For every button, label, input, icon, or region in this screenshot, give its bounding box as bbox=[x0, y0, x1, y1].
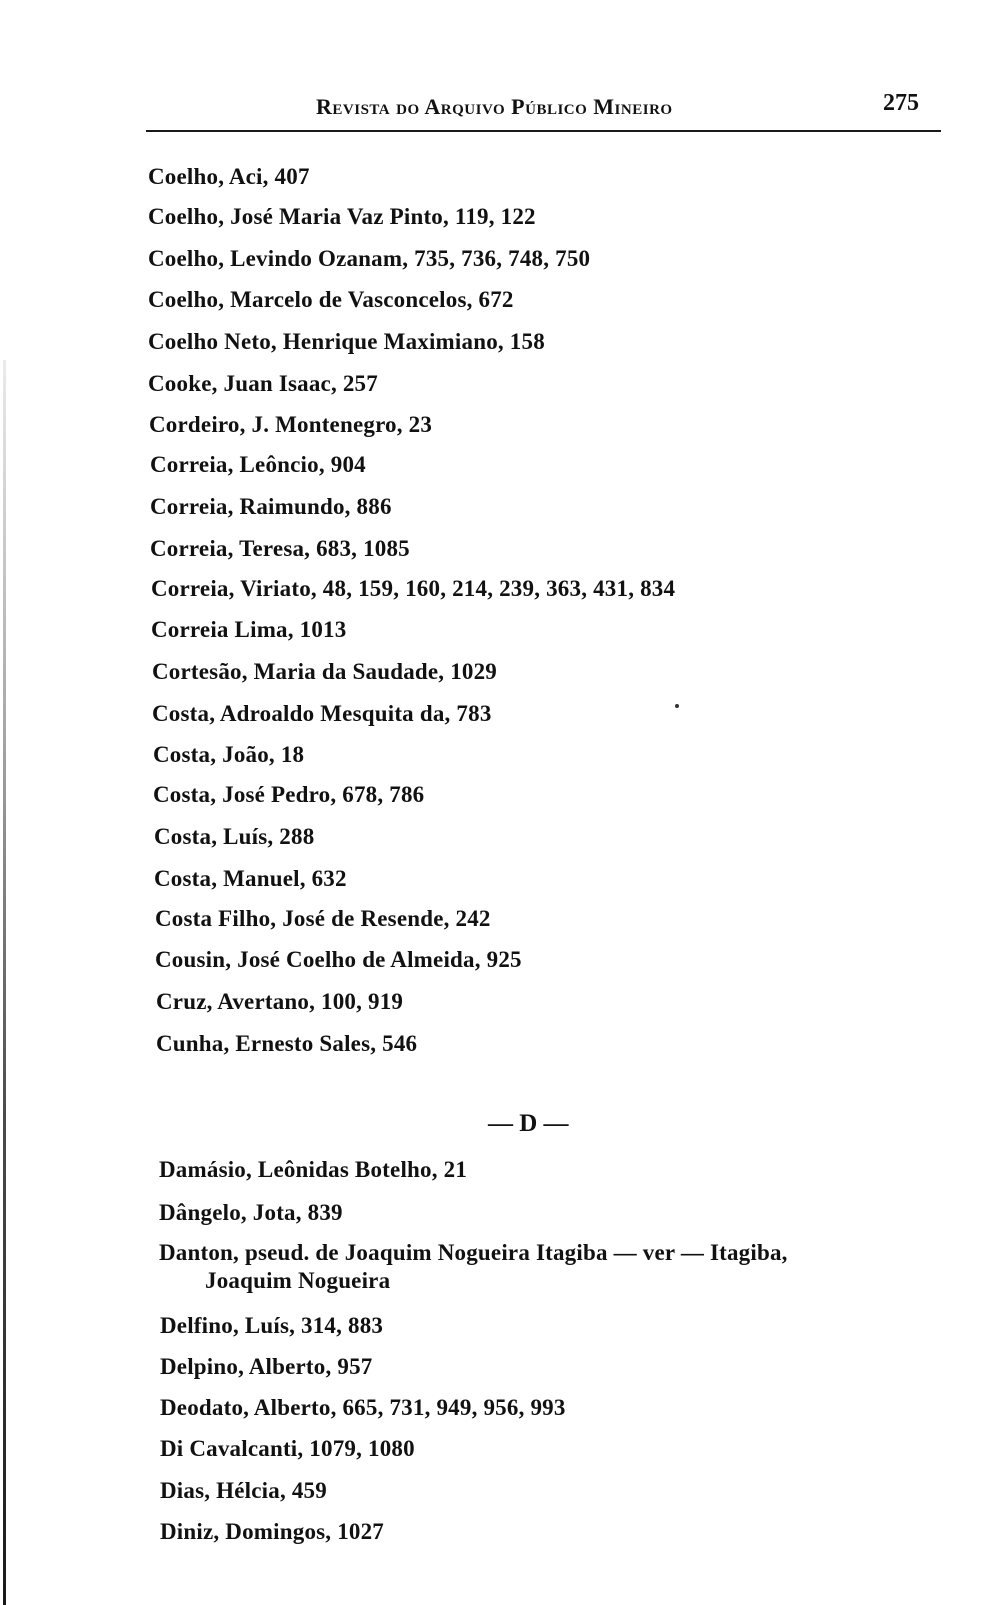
index-entry: Dias, Hélcia, 459 bbox=[160, 1478, 327, 1503]
index-entry: Delpino, Alberto, 957 bbox=[160, 1354, 373, 1379]
index-entry-multiline bbox=[159, 1240, 788, 1294]
index-entry: Correia, Teresa, 683, 1085 bbox=[150, 536, 410, 561]
index-entry: Costa Filho, José de Resende, 242 bbox=[155, 906, 491, 931]
page-number: 275 bbox=[883, 90, 919, 116]
index-entry: Coelho, José Maria Vaz Pinto, 119, 122 bbox=[148, 204, 536, 229]
index-entry: Cruz, Avertano, 100, 919 bbox=[156, 989, 404, 1014]
index-entry: Delfino, Luís, 314, 883 bbox=[160, 1313, 384, 1338]
index-entry: Coelho, Marcelo de Vasconcelos, 672 bbox=[148, 287, 514, 312]
index-entry: Correia, Raimundo, 886 bbox=[150, 494, 392, 519]
index-entry: Costa, José Pedro, 678, 786 bbox=[153, 782, 425, 807]
index-entry: Cunha, Ernesto Sales, 546 bbox=[156, 1031, 418, 1056]
index-entry: Costa, Luís, 288 bbox=[154, 824, 315, 849]
index-entry: Costa, Adroaldo Mesquita da, 783 bbox=[152, 701, 492, 726]
index-entry: Costa, Manuel, 632 bbox=[154, 866, 347, 891]
index-entry: Cousin, José Coelho de Almeida, 925 bbox=[155, 947, 522, 972]
index-entry: Cordeiro, J. Montenegro, 23 bbox=[149, 412, 433, 437]
index-entry: Cooke, Juan Isaac, 257 bbox=[148, 371, 378, 396]
section-heading-d: — D — bbox=[488, 1110, 569, 1137]
index-entry: Coelho, Levindo Ozanam, 735, 736, 748, 750 bbox=[148, 246, 591, 271]
index-entry: Correia, Viriato, 48, 159, 160, 214, 239, 363, 431, 834 bbox=[151, 576, 676, 601]
index-entry: Damásio, Leônidas Botelho, 21 bbox=[159, 1157, 468, 1182]
index-entry: Diniz, Domingos, 1027 bbox=[160, 1519, 384, 1544]
index-entry-continuation: Joaquim Nogueira bbox=[205, 1268, 391, 1293]
index-entry: Dângelo, Jota, 839 bbox=[159, 1200, 343, 1225]
index-entry: Coelho Neto, Henrique Maximiano, 158 bbox=[148, 329, 545, 354]
index-entry: Cortesão, Maria da Saudade, 1029 bbox=[152, 659, 498, 684]
index-entry: Di Cavalcanti, 1079, 1080 bbox=[160, 1436, 415, 1461]
index-entry: Correia Lima, 1013 bbox=[151, 617, 347, 642]
running-title: Revista do Arquivo Público Mineiro bbox=[316, 94, 673, 119]
index-entry: Deodato, Alberto, 665, 731, 949, 956, 993 bbox=[160, 1395, 566, 1420]
index-entry: Correia, Leôncio, 904 bbox=[150, 452, 366, 477]
index-entry: Costa, João, 18 bbox=[153, 742, 305, 767]
index-entry-line: Danton, pseud. de Joaquim Nogueira Itagiba — ver — Itagiba, bbox=[159, 1240, 788, 1265]
index-entry: Coelho, Aci, 407 bbox=[148, 164, 310, 189]
